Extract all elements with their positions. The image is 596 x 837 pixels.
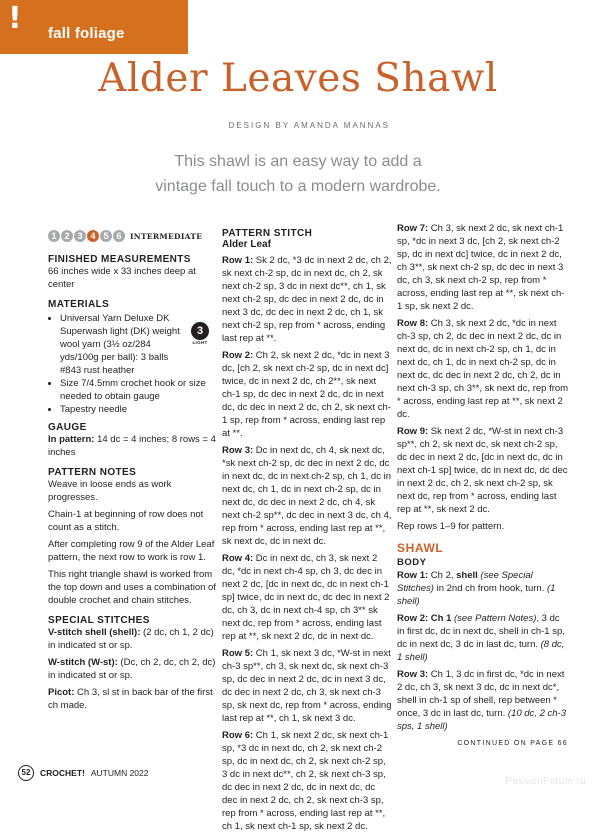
gauge-text: In pattern: 14 dc = 4 inches; 8 rows = 4 inches [48, 434, 216, 458]
designer-credit: DESIGN BY AMANDA MANNAS [228, 121, 390, 130]
note-paragraph: Weave in loose ends as work progresses. [48, 479, 172, 503]
continued-note: CONTINUED ON PAGE 66 [457, 740, 568, 747]
pattern-stitch-heading: PATTERN STITCH [222, 228, 313, 239]
watermark: PassionForum.ru [505, 776, 586, 787]
intro-text: This shawl is an easy way to add a vintage fall touch to a modern wardrobe. [155, 153, 441, 195]
page-number: 52 [18, 765, 34, 781]
notes-heading: PATTERN NOTES [48, 467, 137, 478]
shawl-row: Row 3: Ch 1, 3 dc in first dc, *dc in next 2 dc, ch 3, sk next 3 dc, dc in next dc*, shell in ch-1 sp of shell, rep between * once, 3 dc in last dc, turn. (10 dc, 2 ch-3 sps, 1 shell) [397, 669, 566, 732]
magazine-name: CROCHET! [40, 768, 85, 778]
skill-level [48, 228, 218, 244]
shawl-heading: SHAWL [397, 541, 444, 555]
materials-heading: MATERIALS [48, 299, 110, 310]
note-paragraph: Chain-1 at beginning of row does not count as a stitch. [48, 509, 204, 533]
issue-date: AUTUMN 2022 [90, 768, 149, 778]
category-tab [0, 0, 188, 54]
pattern-row: Row 1: Sk 2 dc, *3 dc in next 2 dc, ch 2, sk next ch-2 sp, dc in next dc, ch 2, sk next ch-2 sp, 3 dc in next dc**, ch 1, sk next ch-2 sp, dc dec in next 2 dc, dc in next 3 dc, dc dec in next 2 dc, ch 1, sk next ch-2 sp, rep from * across, ending last rep at **. [222, 255, 392, 344]
page-title: Alder Leaves Shawl [98, 56, 498, 101]
shawl-row: Row 2: Ch 1 (see Pattern Notes), 3 dc in first dc, dc in next dc, shell in ch-1 sp, dc in next dc, 3 dc in last dc, turn. (8 dc, 1 shell) [397, 613, 565, 663]
skill-dot-active: 4 [87, 230, 99, 242]
gauge-heading: GAUGE [48, 422, 87, 433]
column-middle [222, 228, 392, 837]
pattern-row: Row 7: Ch 3, sk next 2 dc, sk next ch-1 sp, *dc in next 3 dc, [ch 2, sk next ch-2 sp, dc in next dc] twice, dc in next 2 dc, ch 3**, sk next ch-2 sp, dc dec in next 3 dc, ch 3, sk next ch-2 sp, rep from * across, ending last rep at **, sk next ch-1 sp, sk next 2 dc. [397, 223, 565, 312]
exclamation-icon: ! [8, 1, 22, 36]
special-item: V-stitch shell (shell): (2 dc, ch 1, 2 dc) in indicated st or sp. [48, 627, 214, 651]
pattern-row: Row 6: Ch 1, sk next 2 dc, sk next ch-1 sp, *3 dc in next dc, ch 2, sk next ch-2 sp, dc in next dc, ch 2, sk next ch-2 sp, 3 dc in next dc**, ch 2, sk next ch-3 sp, dc dec in next 2 dc, dc in next dc, dc dec in next 2 dc, ch 2, sk next ch-3 sp, rep from * across, ending last rep at **, ch 1, sk next ch-1 sp, sk next 2 dc. [222, 730, 389, 832]
finished-text: 66 inches wide x 33 inches deep at center [48, 266, 196, 290]
page-footer [18, 765, 149, 781]
skill-dot: 5 [100, 230, 112, 242]
pattern-repeat: Rep rows 1–9 for pattern. [397, 521, 505, 532]
column-right [397, 222, 569, 737]
body-heading: BODY [397, 557, 427, 568]
pattern-row: Row 5: Ch 1, sk next 3 dc, *W-st in next ch-3 sp**, ch 3, sk next dc, sk next ch-3 sp, dc dec in next 2 dc, dc in next 3 dc, dc dec in next 2 dc, ch 3, sk next ch-3 sp, sk next dc, rep from * across, ending last rep at **, ch 1, sk next 3 dc. [222, 648, 392, 724]
note-paragraph: This right triangle shawl is worked from the top down and uses a combination of double crochet and chain stitches. [48, 569, 216, 606]
pattern-row: Row 2: Ch 2, sk next 2 dc, *dc in next 3 dc, [ch 2, sk next ch-2 sp, dc in next dc] twice, dc in next 2 dc, ch 2**, sk next ch-1 sp, dc dec in next 2 dc, dc in next dc, dc dec in next 2 dc, ch 2, sk next ch-1 sp, rep from * across, ending last rep at **. [222, 350, 391, 439]
shawl-row: Row 1: Ch 2, shell (see Special Stitches) in 2nd ch from hook, turn. (1 shell) [397, 570, 556, 607]
special-item: W-stitch (W-st): (Dc, ch 2, dc, ch 2, dc) in indicated st or sp. [48, 657, 216, 681]
finished-heading: FINISHED MEASUREMENTS [48, 254, 191, 265]
skill-dot: 1 [48, 230, 60, 242]
column-left [48, 228, 218, 716]
note-paragraph: After completing row 9 of the Alder Leaf pattern, the next row to work is row 1. [48, 539, 215, 563]
list-item: • Tapestry needle [60, 403, 218, 416]
pattern-row: Row 3: Dc in next dc, ch 4, sk next dc, *sk next ch-2 sp, dc dec in next 2 dc, dc in next dc, dc in next ch-2 sp, ch 1, dc in next dc, ch 1, dc in next ch-2 sp, dc in next dc, dc dec in next 2 dc, ch 4, sk next ch-2 sp**, dc dec in next 3 dc, ch 4, rep from * across, ending last rep at **, sk next dc, dc in next dc. [222, 445, 392, 547]
skill-dot: 2 [61, 230, 73, 242]
skill-label: INTERMEDIATE [130, 231, 203, 241]
category-label: fall foliage [48, 25, 125, 42]
skill-dot: 6 [113, 230, 125, 242]
list-item: • Size 7/4.5mm crochet hook or size needed to obtain gauge [60, 377, 218, 403]
pattern-row: Row 9: Sk next 2 dc, *W-st in next ch-3 sp**, ch 2, sk next dc, sk next ch-2 sp, dc dec in next 2 dc, [dc in next dc, dc in next ch-1 sp] twice, dc in next dc, dc dec in next 2 dc, ch 2, sk next ch-2 sp, sk next dc, rep from * across, ending last rep at **, sk next 2 dc. [397, 426, 568, 515]
pattern-row: Row 4: Dc in next dc, ch 3, sk next 2 dc, *dc in next ch-4 sp, ch 3, dc dec in next 2 dc, [dc in next dc, dc in next ch-1 sp] twice, dc in next dc, dc dec in next 2 dc, ch 3, dc in next ch-4 sp, ch 3** sk next dc, rep from * across, ending last rep at **, sk next 2 dc, dc in next dc. [222, 553, 390, 642]
pattern-stitch-subheading: Alder Leaf [222, 239, 271, 250]
materials-block [48, 312, 218, 416]
skill-dot: 3 [74, 230, 86, 242]
yarn-weight-icon: 3 LIGHT [190, 322, 210, 348]
list-item: • Universal Yarn Deluxe DK Superwash light (DK) weight wool yarn (3½ oz/284 yds/100g per ball): 3 balls #843 rust heather [60, 312, 218, 377]
special-item: Picot: Ch 3, sl st in back bar of the first ch made. [48, 687, 213, 711]
pattern-row: Row 8: Ch 3, sk next 2 dc, *dc in next ch-3 sp, ch 2, dc dec in next 2 dc, dc in next dc, dc in next ch-2 sp, ch 1, dc in next dc, ch 1, dc in next ch-2 sp, dc in next dc, dc dec in next 2 dc, ch 2, dc in next ch-3 sp, ch 3**, sk next dc, rep from * across, ending last rep at **, sk next 2 dc. [397, 318, 569, 420]
special-heading: SPECIAL STITCHES [48, 615, 150, 626]
